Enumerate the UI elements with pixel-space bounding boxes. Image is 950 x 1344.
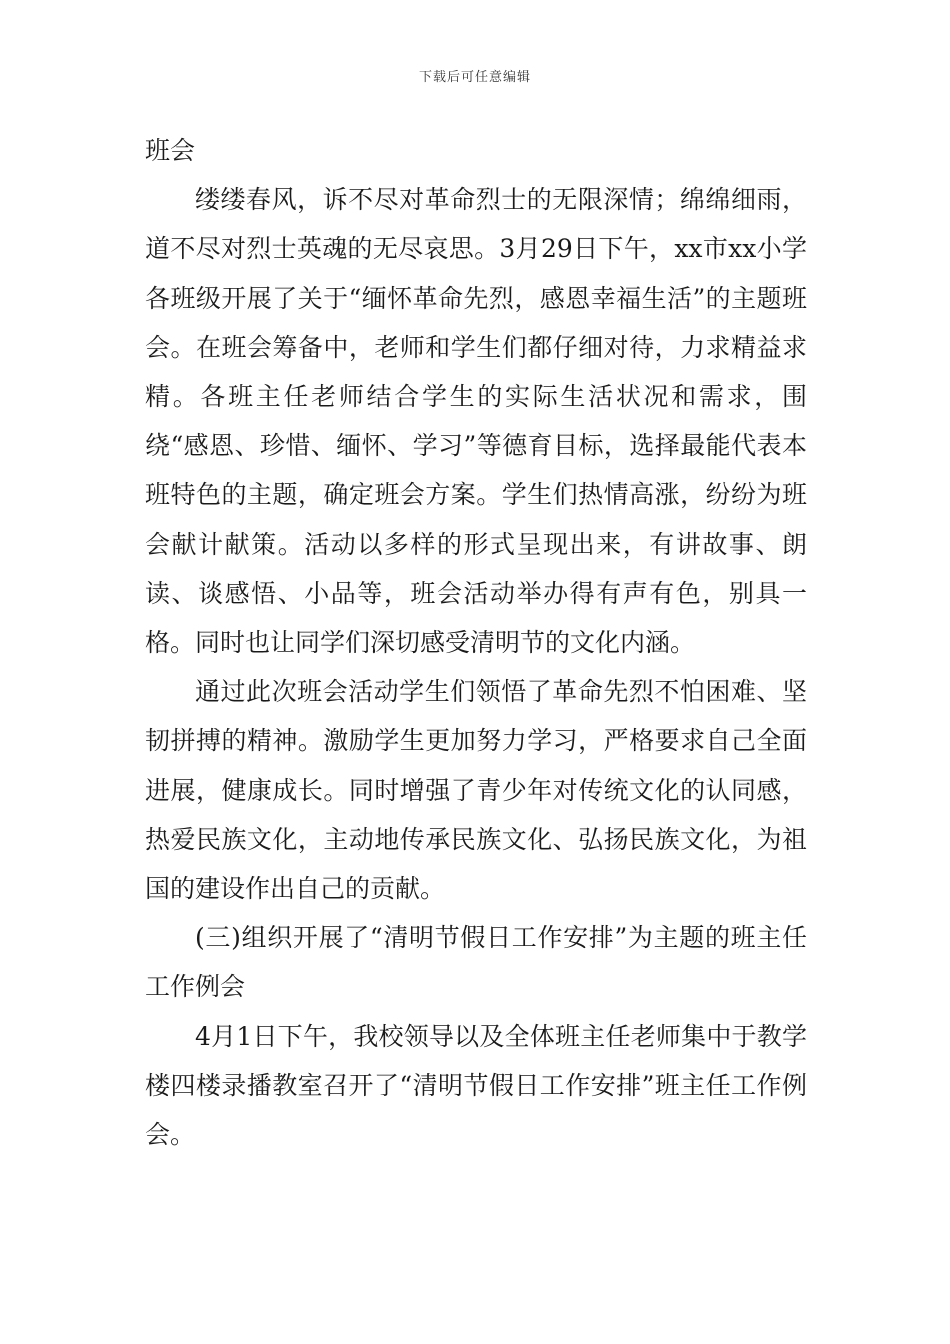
section-heading: (三)组织开展了“清明节假日工作安排”为主题的班主任工作例会 [145, 923, 807, 1002]
page-header: 下载后可任意编辑 [418, 70, 531, 85]
paragraph: 缕缕春风，诉不尽对革命烈士的无限深情；绵绵细雨，道不尽对烈士英魂的无尽哀思。3月29日下午，xx市xx小学各班级开展了关于“缅怀革命先烈，感恩幸福生活”的主题班会。在班会筹备中，老师和学生们都仔细对待，力求精益求精。各班主任老师结合学生的实际生活状况和需求，围绕“感恩、珍惜、缅怀、学习”等德育目标，选择最能代表本班特色的主题，确定班会方案。学生们热情高涨，纷纷为班会献计献策。活动以多样的形式呈现出来，有讲故事、朗读、谈感悟、小品等，班会活动举办得有声有色，别具一格。同时也让同学们深切感受清明节的文化内涵。 [145, 185, 807, 658]
paragraph: 4月1日下午，我校领导以及全体班主任老师集中于教学楼四楼录播教室召开了“清明节假日工作安排”班主任工作例会。 [145, 1021, 807, 1150]
paragraph-continuation: 班会 [145, 136, 196, 165]
paragraph: 通过此次班会活动学生们领悟了革命先烈不怕困难、坚韧拼搏的精神。激励学生更加努力学习，严格要求自己全面进展，健康成长。同时增强了青少年对传统文化的认同感，热爱民族文化，主动地传承民族文化、弘扬民族文化，为祖国的建设作出自己的贡献。 [145, 677, 807, 904]
document-body [145, 126, 807, 1159]
